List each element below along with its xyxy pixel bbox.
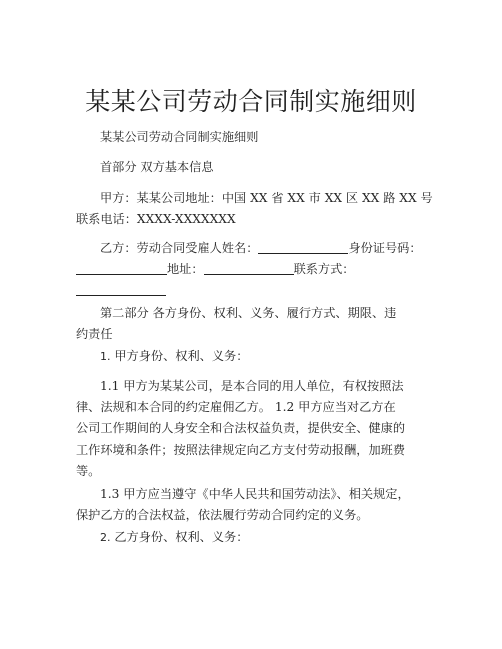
- clause-1-3-line-1: 1.3 甲方应当遵守《中华人民共和国劳动法》、相关规定，: [100, 487, 410, 501]
- party-b-paragraph: [76, 238, 446, 302]
- section2-title: 乙方身份、权利、义务：: [114, 530, 249, 544]
- clause-1-1-paragraph: [76, 376, 446, 482]
- address-blank-field: [204, 260, 294, 275]
- contact-blank-field: [76, 281, 166, 296]
- section1-heading: [76, 346, 446, 367]
- part2-heading-line-2: 约责任: [76, 327, 113, 342]
- clause-1-3-line-2: 保护乙方的合法权益，依法履行劳动合同约定的义务。: [76, 508, 369, 523]
- clause-1-1-line-2: 律、法规和本合同的约定雇佣乙方。 1.2 甲方应当对乙方在: [76, 400, 396, 415]
- part1-heading: 首部分 双方基本信息: [100, 160, 214, 174]
- clause-1-1-line-5: 等。: [76, 463, 101, 478]
- section1-number: 1.: [100, 350, 111, 363]
- section2-number: 2.: [100, 531, 111, 544]
- party-b-name-label: 乙方：劳动合同受雇人姓名：: [100, 241, 259, 255]
- section2-heading: [76, 527, 446, 548]
- clause-1-3-paragraph: [76, 484, 446, 526]
- part2-heading-line-1: 第二部分 各方身份、权利、义务、履行方式、期限、违: [100, 306, 397, 320]
- name-blank-field: [258, 239, 348, 254]
- party-b-id-label: 身份证号码：: [348, 241, 422, 255]
- party-a-phone-line: 联系电话：XXXX-XXXXXXX: [76, 212, 236, 227]
- party-b-contact-label: 联系方式：: [293, 262, 355, 277]
- document-title: 某某公司劳动合同制实施细则: [85, 87, 417, 116]
- party-a-line: 甲方：某某公司地址：中国 XX 省 XX 市 XX 区 XX 路 XX 号: [100, 191, 433, 205]
- party-a-paragraph: [76, 188, 446, 230]
- clause-1-1-line-1: 1.1 甲方为某某公司，是本合同的用人单位，有权按照法: [100, 379, 404, 393]
- part2-heading: [76, 303, 446, 345]
- party-b-line-1: [76, 238, 446, 259]
- clause-1-1-line-3: 公司工作期间的人身安全和合法权益负责，提供安全、健康的: [76, 421, 406, 436]
- party-b-address-label: 地址：: [167, 262, 204, 277]
- section1-title: 甲方身份、权利、义务：: [114, 349, 249, 363]
- id-blank-field: [76, 260, 167, 275]
- party-b-line-3: [76, 280, 446, 301]
- document-subtitle: 某某公司劳动合同制实施细则: [100, 130, 259, 144]
- party-b-line-2: [76, 259, 446, 280]
- clause-1-1-line-4: 工作环境和条件；按照法律规定向乙方支付劳动报酬，加班费: [76, 442, 406, 457]
